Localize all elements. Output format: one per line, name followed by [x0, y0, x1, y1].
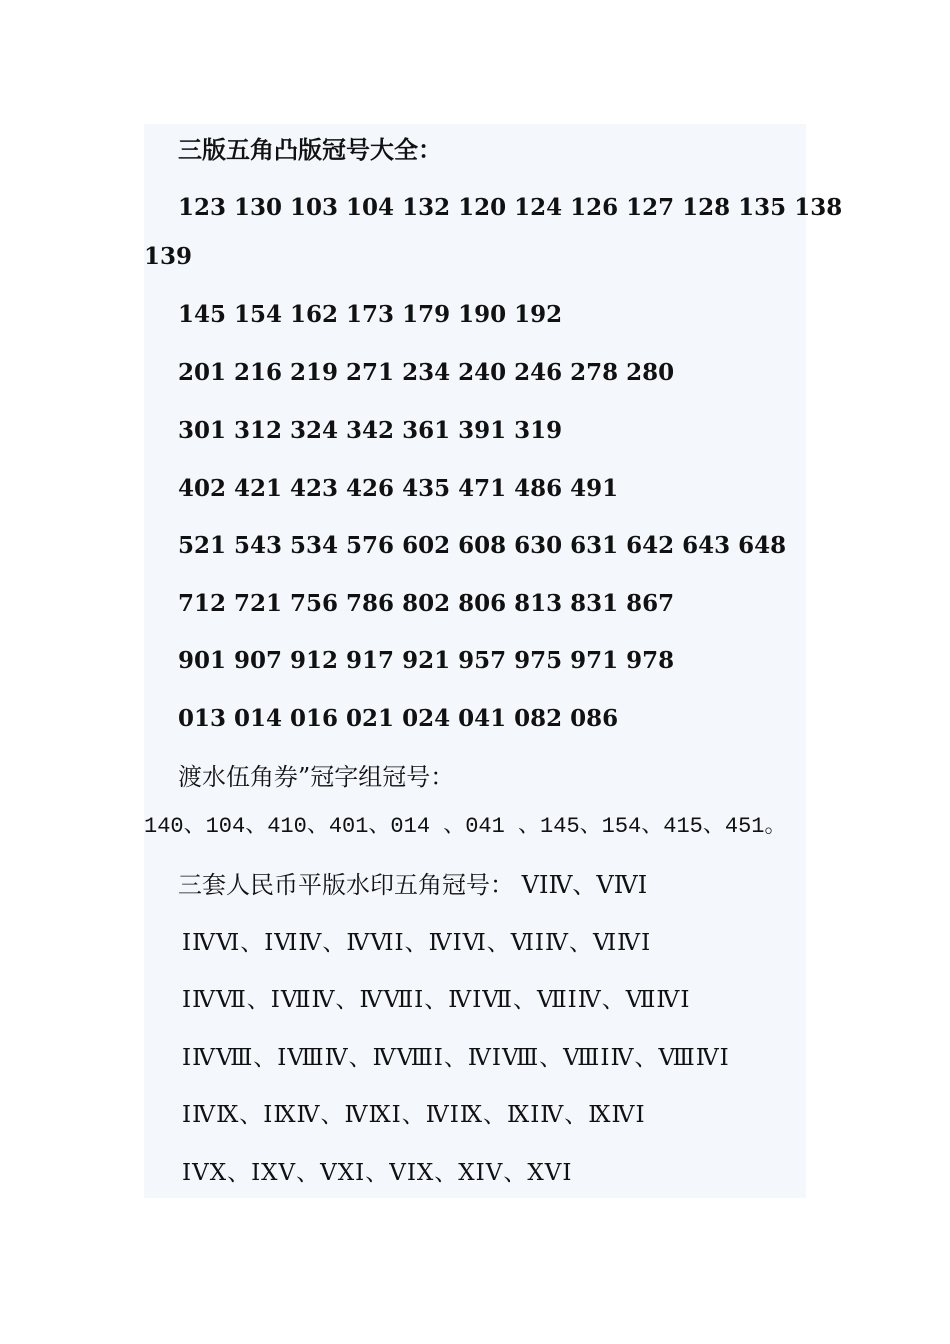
roman-row: ⅠⅣⅨ、ⅠⅨⅣ、ⅣⅨⅠ、ⅣⅠⅨ、ⅨⅠⅣ、ⅨⅣⅠ [182, 1102, 646, 1128]
section3-title: 三套人民币平版水印五角冠号： ⅤⅠⅣ、ⅤⅣⅠ [178, 871, 648, 899]
number-row: 712 721 756 786 802 806 813 831 867 [178, 590, 675, 617]
number-row: 901 907 912 917 921 957 975 971 978 [178, 647, 675, 674]
number-row-wrap: 139 [144, 243, 193, 270]
roman-row: ⅠⅣⅧ、ⅠⅧⅣ、ⅣⅧⅠ、ⅣⅠⅧ、ⅧⅠⅣ、ⅧⅣⅠ [182, 1045, 730, 1071]
number-row: 013 014 016 021 024 041 082 086 [178, 705, 619, 732]
section1-title: 三版五角凸版冠号大全： [178, 135, 442, 164]
section2-values: 140、104、410、401、014 、041 、145、154、415、451。 [144, 814, 787, 839]
number-row: 521 543 534 576 602 608 630 631 642 643 648 [178, 532, 787, 559]
number-row: 201 216 219 271 234 240 246 278 280 [178, 359, 675, 386]
roman-row: ⅠⅤⅩ、ⅠⅩⅤ、ⅤⅩⅠ、ⅤⅠⅩ、ⅩⅠⅤ、ⅩⅤⅠ [182, 1160, 573, 1186]
number-row: 402 421 423 426 435 471 486 491 [178, 475, 619, 502]
section2-title: 渡水伍角券”冠字组冠号： [178, 763, 455, 791]
number-row: 145 154 162 173 179 190 192 [178, 301, 563, 328]
number-row: 123 130 103 104 132 120 124 126 127 128 135 138 [178, 194, 843, 221]
roman-row: ⅠⅣⅦ、ⅠⅦⅣ、ⅣⅦⅠ、ⅣⅠⅦ、ⅦⅠⅣ、ⅦⅣⅠ [182, 987, 691, 1013]
roman-row: ⅠⅣⅥ、ⅠⅥⅣ、ⅣⅥⅠ、ⅣⅠⅥ、ⅥⅠⅣ、ⅥⅣⅠ [182, 930, 652, 956]
number-row: 301 312 324 342 361 391 319 [178, 417, 563, 444]
